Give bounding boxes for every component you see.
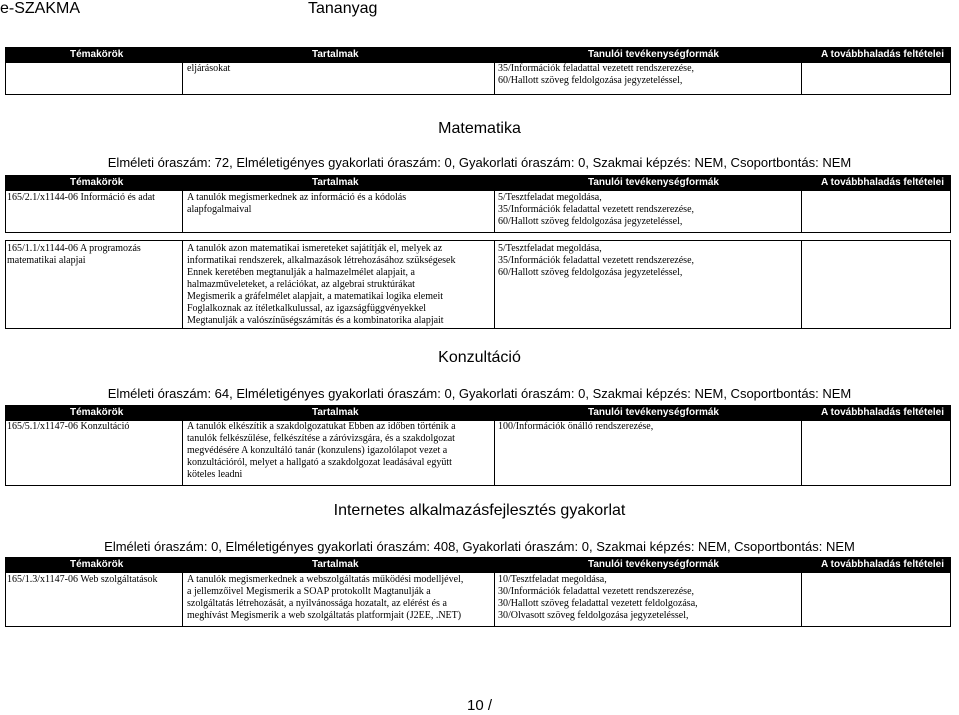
section-info-konzultacio: Elméleti óraszám: 64, Elméletigényes gyakorlati óraszám: 0, Gyakorlati óraszám: 0, Szakmai képzés: NEM, Csoportbontás: NEM xyxy=(107,386,852,401)
section-info-matematika: Elméleti óraszám: 72, Elméletigényes gyakorlati óraszám: 0, Gyakorlati óraszám: 0, Szakmai képzés: NEM, Csoportbontás: NEM xyxy=(107,155,852,170)
topic-cell: 165/2.1/x1144-06 Információ és adat xyxy=(7,192,155,203)
table-header: Témakörök Tartalmak Tanulói tevékenységformák A továbbhaladás feltételei xyxy=(5,405,951,420)
document-title: Tananyag xyxy=(308,0,378,17)
section-title-internetes: Internetes alkalmazásfejlesztés gyakorlat xyxy=(333,502,626,519)
activities-cell: 35/Információk feladattal vezetett rendszerezése, 60/Hallott szöveg feldolgozása jegyzeteléssel, xyxy=(498,63,695,86)
page-number: 10 / xyxy=(466,697,493,714)
col-temakorok: Témakörök xyxy=(70,49,124,60)
topic-cell: 165/1.1/x1144-06 A programozás matematikai alapjai xyxy=(7,243,141,266)
table-row xyxy=(5,240,951,329)
section-title-matematika: Matematika xyxy=(438,120,521,137)
activities-cell: 5/Tesztfeladat megoldása, 35/Információk feladattal vezetett rendszerezése, 60/Hallott szöveg feldolgozása jegyzeteléssel, xyxy=(498,192,695,227)
col-tevekenyseg: Tanulói tevékenységformák xyxy=(588,49,719,60)
table-row xyxy=(5,62,951,95)
topic-cell: 165/1.3/x1147-06 Web szolgáltatások xyxy=(7,574,158,585)
table-header: Témakörök Tartalmak Tanulói tevékenységformák A továbbhaladás feltételei xyxy=(5,175,951,190)
col-tartalmak: Tartalmak xyxy=(312,49,359,60)
col-feltetelei: A továbbhaladás feltételei xyxy=(821,49,944,60)
content-cell: A tanulók elkészítik a szakdolgozatukat Ebben az időben történik a tanulók felkészülése, felkészítése a záróvizsgára, és a szakdolgozat megvédésére A konzultáló tanár (konzulens) igazolólapot vezet a konzultációról, melyet a hallgató a szakdolgozat leadásával együtt köteles leadni xyxy=(187,421,456,480)
activities-cell: 5/Tesztfeladat megoldása, 35/Információk feladattal vezetett rendszerezése, 60/Hallott szöveg feldolgozása jegyzeteléssel, xyxy=(498,243,695,278)
topic-cell: 165/5.1/x1147-06 Konzultáció xyxy=(7,421,130,432)
content-cell: A tanulók azon matematikai ismereteket sajátítják el, melyek az informatikai rendszerek, alkalmazások létrehozásához szükségesek Ennek keretében megtanulják a halmazelmélet alapjait, a halmazműveleteket, a relációkat, az algebrai struktúrákat Megismerik a gráfelmélet alapjait, a matematikai logika elemeit Foglalkoznak az ítéletkalkulussal, az igazságfüggvényekkel Megtanulják a valószínűségszámítás és a kombinatorika alapjait xyxy=(187,243,456,326)
activities-cell: 100/Információk önálló rendszerezése, xyxy=(498,421,654,432)
content-cell: A tanulók megismerkednek az információ és a kódolás alapfogalmaival xyxy=(187,192,407,215)
table-row xyxy=(5,420,951,486)
section-title-konzultacio: Konzultáció xyxy=(438,349,521,366)
table-header: Témakörök Tartalmak Tanulói tevékenységformák A továbbhaladás feltételei xyxy=(5,557,951,572)
content-cell: eljárásokat xyxy=(187,63,231,74)
activities-cell: 10/Tesztfeladat megoldása, 30/Információk feladattal vezetett rendszerezése, 30/Hallott szöveg feladattal vezetett feldolgozása, 30/Olvasott szöveg feldolgozása jegyzeteléssel, xyxy=(498,574,698,621)
table-header xyxy=(5,47,951,62)
content-cell: A tanulók megismerkednek a webszolgáltatás működési modelljével, a jellemzőivel Megismerik a SOAP protokollt Magtanulják a szolgáltatás létrehozását, a nyilvánossága hozatalt, az elérést és a meghívást Megismerik a web szolgáltatás platformjait (J2EE, .NET) xyxy=(187,574,464,621)
app-name: e-SZAKMA xyxy=(0,0,81,17)
section-info-internetes: Elméleti óraszám: 0, Elméletigényes gyakorlati óraszám: 408, Gyakorlati óraszám: 0, Szakmai képzés: NEM, Csoportbontás: NEM xyxy=(104,539,855,554)
